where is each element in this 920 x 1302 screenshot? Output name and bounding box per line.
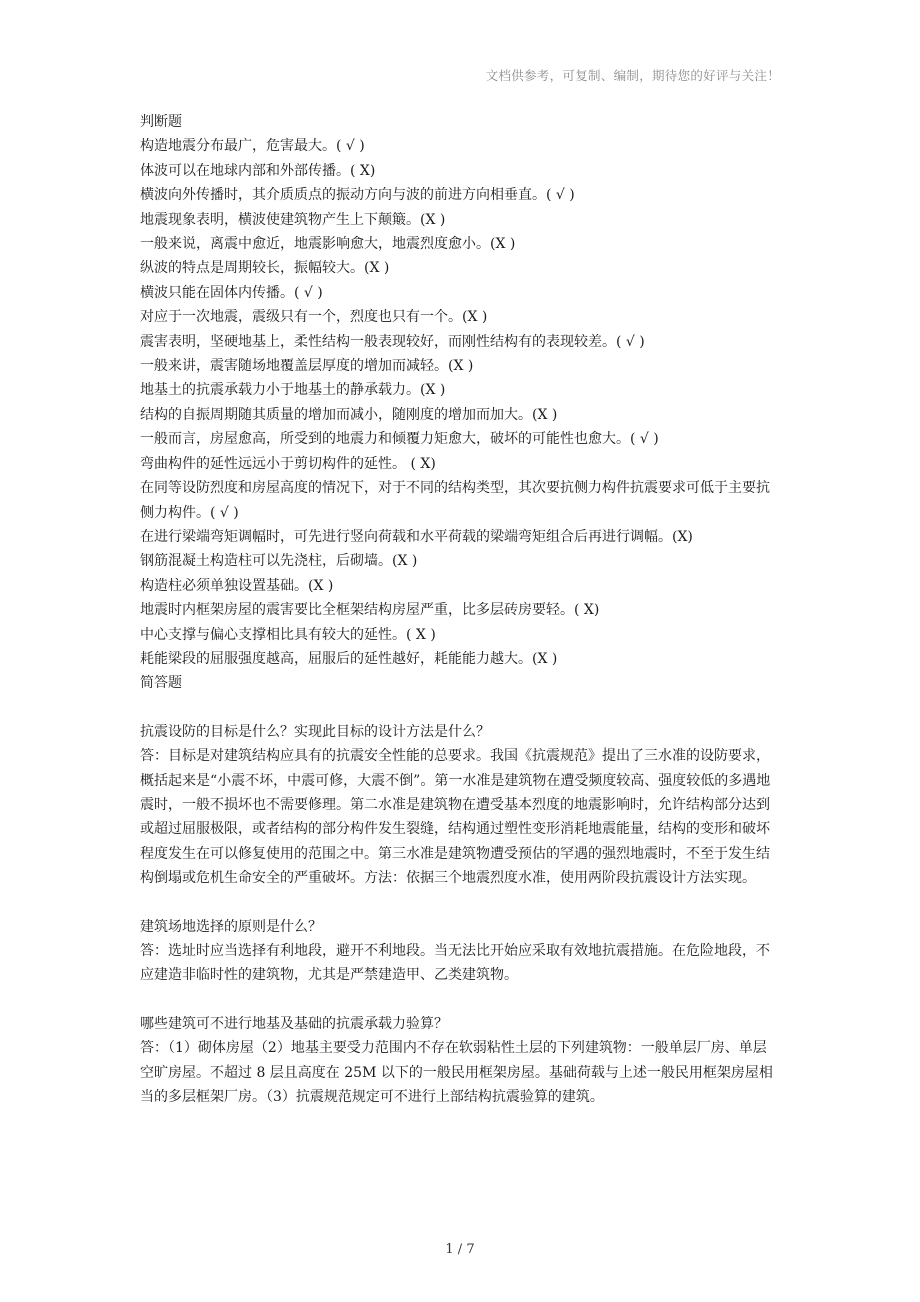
statement-item: 地基土的抗震承载力小于地基土的静承载力。(X )	[140, 382, 446, 399]
statement-item: 构造柱必须单独设置基础。(X )	[140, 577, 334, 594]
statement-item: 横波只能在固体内传播。( √ )	[140, 284, 323, 301]
statement-item: 横波向外传播时，其介质质点的振动方向与波的前进方向相垂直。( √ )	[140, 187, 575, 204]
document-body	[140, 110, 780, 1109]
page-number: 1 / 7	[445, 1242, 475, 1257]
answer-paragraph: 答：（1）砌体房屋（2）地基主要受力范围内不存在软弱粘性土层的下列建筑物：一般单层厂房、单层空旷房屋。不超过 8 层且高度在 25M 以下的一般民用框架房屋。基础荷载与上述一般民用框架房屋相当的多层框架厂房。（3）抗震规范规定可不进行上部结构抗震验算的建筑。	[140, 1040, 773, 1106]
section-heading-short-answer: 简答题	[140, 675, 182, 692]
statement-item: 在进行梁端弯矩调幅时，可先进行竖向荷载和水平荷载的梁端弯矩组合后再进行调幅。(X)	[140, 528, 693, 545]
statement-item: 纵波的特点是周期较长，振幅较大。(X )	[140, 260, 390, 277]
statement-item: 在同等设防烈度和房屋高度的情况下，对于不同的结构类型，其次要抗侧力构件抗震要求可低于主要抗侧力构件。( √ )	[140, 480, 770, 521]
statement-item: 地震时内框架房屋的震害要比全框架结构房屋严重，比多层砖房要轻。( X)	[140, 602, 600, 619]
statement-item: 耗能梁段的屈服强度越高，屈服后的延性越好，耗能能力越大。(X )	[140, 650, 558, 667]
statement-item: 体波可以在地球内部和外部传播。( X)	[140, 162, 376, 179]
statement-item: 构造地震分布最广，危害最大。( √ )	[140, 138, 365, 155]
statement-item: 对应于一次地震，震级只有一个，烈度也只有一个。(X )	[140, 309, 488, 326]
statement-item: 震害表明，坚硬地基上，柔性结构一般表现较好，而刚性结构有的表现较差。( √ )	[140, 333, 645, 350]
answer-paragraph: 答：选址时应当选择有利地段，避开不利地段。当无法比开始应采取有效地抗震措施。在危险地段，不应建造非临时性的建筑物，尤其是严禁建造甲、乙类建筑物。	[140, 943, 770, 984]
answer-paragraph: 答：目标是对建筑结构应具有的抗震安全性能的总要求。我国《抗震规范》提出了三水准的设防要求，概括起来是“小震不坏，中震可修，大震不倒”。第一水准是建筑物在遭受频度较高、强度较低的多遇地震时，一般不损坏也不需要修理。第二水准是建筑物在遭受基本烈度的地震影响时，允许结构部分达到或超过屈服极限，或者结构的部分构件发生裂缝，结构通过塑性变形消耗地震能量，结构的变形和破坏程度发生在可以修复使用的范围之中。第三水准是建筑物遭受预估的罕遇的强烈地震时，不至于发生结构倒塌或危机生命安全的严重破坏。方法：依据三个地震烈度水准，使用两阶段抗震设计方法实现。	[140, 748, 771, 887]
statement-item: 一般来讲，震害随场地覆盖层厚度的增加而减轻。(X )	[140, 358, 474, 375]
statement-item: 中心支撑与偏心支撑相比具有较大的延性。( X )	[140, 626, 436, 643]
question-title: 哪些建筑可不进行地基及基础的抗震承载力验算？	[140, 1015, 448, 1032]
statement-item: 弯曲构件的延性远远小于剪切构件的延性。 ( X)	[140, 455, 436, 472]
page-header-note: 文档供参考，可复制、编制，期待您的好评与关注！	[485, 68, 780, 83]
statement-item: 结构的自振周期随其质量的增加而减小，随刚度的增加而加大。(X )	[140, 406, 558, 423]
section-heading-true-false: 判断题	[140, 114, 182, 130]
statement-item: 钢筋混凝土构造柱可以先浇柱，后砌墙。(X )	[140, 553, 418, 570]
question-title: 抗震设防的目标是什么？实现此目标的设计方法是什么？	[140, 723, 490, 740]
question-title: 建筑场地选择的原则是什么？	[140, 918, 322, 935]
statement-item: 一般而言，房屋愈高，所受到的地震力和倾覆力矩愈大，破坏的可能性也愈大。( √ )	[140, 431, 659, 448]
statement-item: 一般来说，离震中愈近，地震影响愈大，地震烈度愈小。(X )	[140, 236, 516, 253]
statement-item: 地震现象表明，横波使建筑物产生上下颠簸。(X )	[140, 211, 446, 228]
